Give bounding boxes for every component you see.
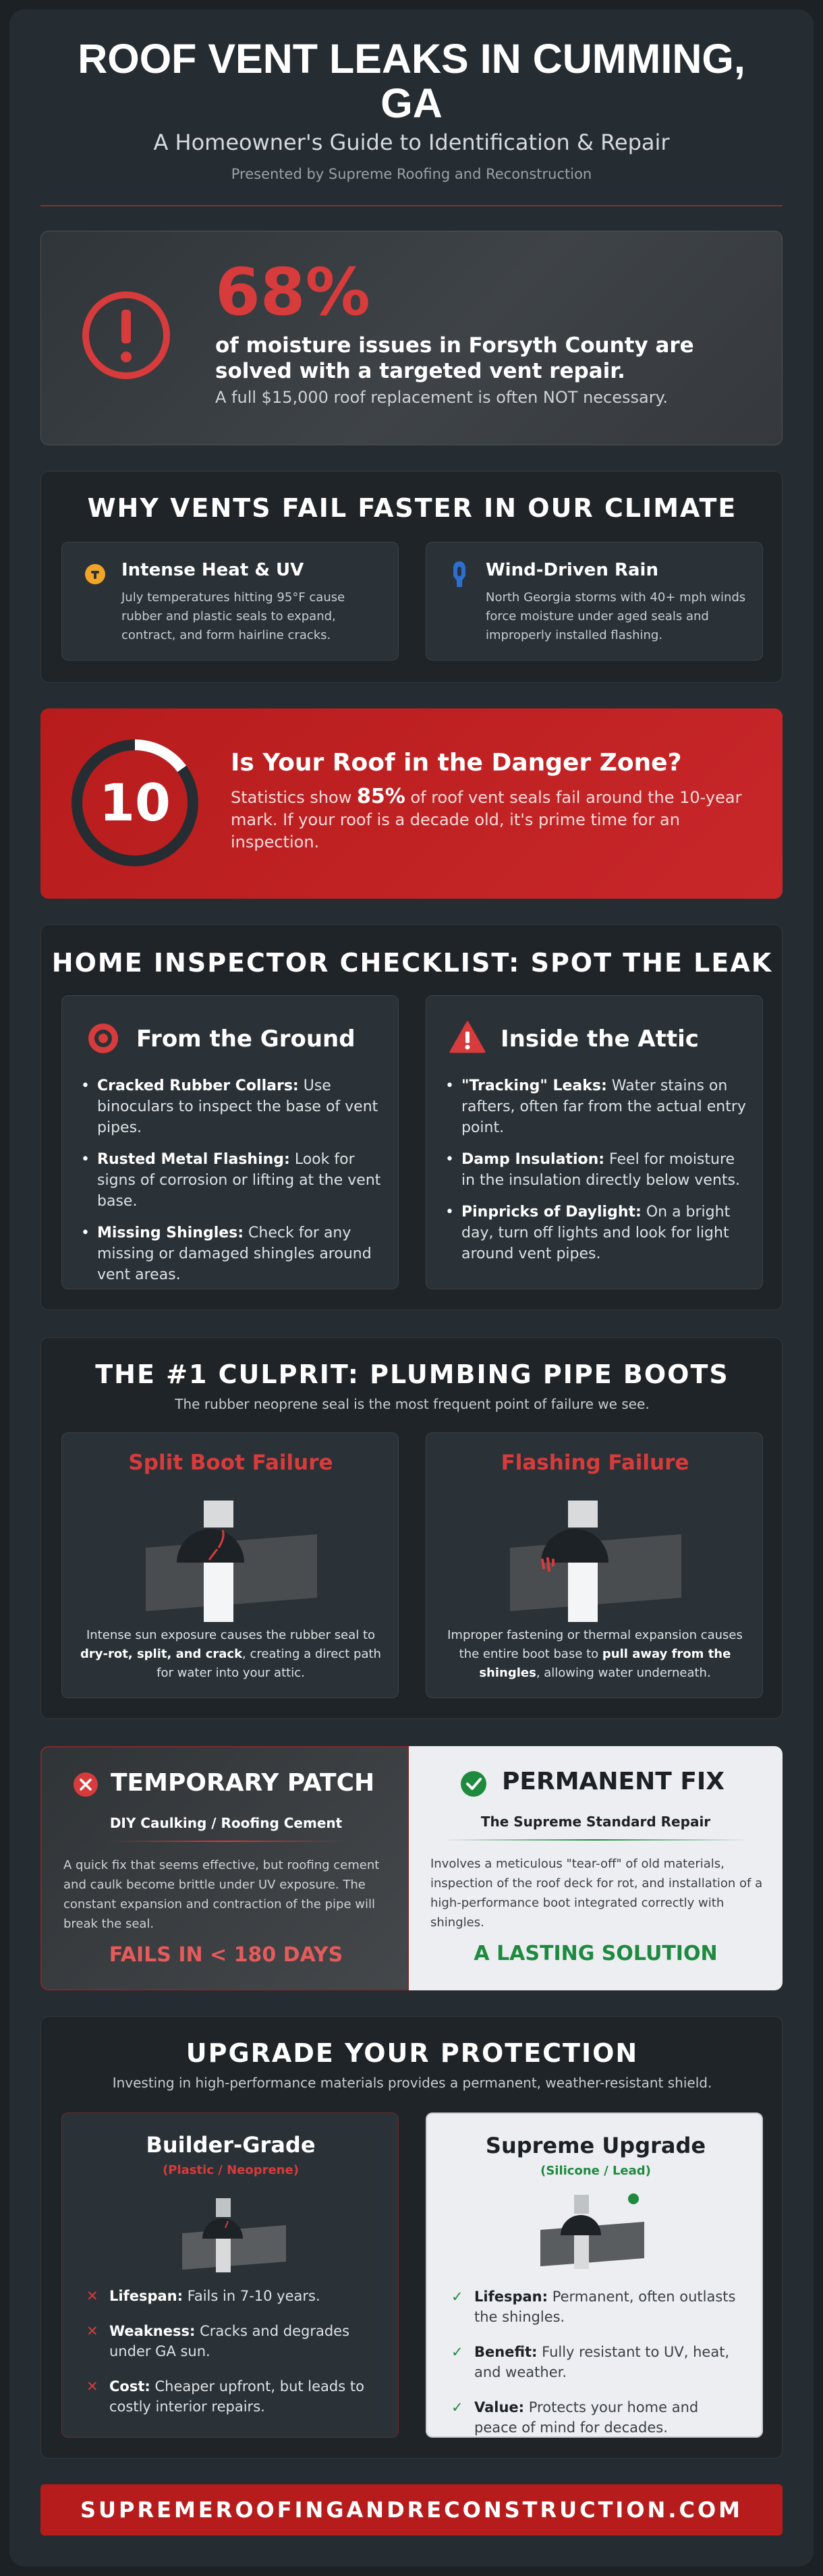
temporary-verdict: FAILS IN < 180 DAYS: [109, 1943, 343, 1967]
exclamation-circle-icon: [79, 288, 173, 383]
website-url-link[interactable]: SUPREMEROOFINGANDRECONSTRUCTION.COM: [40, 2484, 783, 2536]
climate-title: WHY VENTS FAIL FASTER IN OUR CLIMATE: [87, 493, 737, 523]
permanent-text: Involves a meticulous "tear-off" of old materials, inspection of the roof deck for rot, and installation of a high-performance boot integrated correctly with shingles.: [430, 1857, 763, 1930]
danger-number: 10: [99, 773, 171, 833]
checklist-section: [40, 924, 783, 1310]
page-subtitle: A Homeowner's Guide to Identification & Repair: [153, 130, 670, 155]
culprit-card-split: [61, 1432, 399, 1698]
climate-card-heat: [61, 542, 399, 661]
danger-zone-banner: [40, 708, 783, 899]
x-circle-icon: [73, 1772, 98, 1797]
stat-note: A full $15,000 roof replacement is often NOT necessary.: [215, 388, 668, 407]
builder-material: (Plastic / Neoprene): [163, 2163, 299, 2177]
permanent-verdict: A LASTING SOLUTION: [474, 1942, 718, 1965]
checklist-column-attic: [426, 995, 763, 1289]
supreme-feature-benefit: ✓ Benefit: Fully resistant to UV, heat, and weather.: [451, 2344, 730, 2380]
climate-heat-text: July temperatures hitting 95°F cause rubber and plastic seals to expand, contract, and form hairline cracks.: [121, 590, 345, 642]
climate-rain-text: North Georgia storms with 40+ mph winds force moisture under aged seals and improperly installed flashing.: [486, 590, 746, 642]
climate-rain-title: Wind-Driven Rain: [486, 560, 658, 580]
danger-title: Is Your Roof in the Danger Zone?: [231, 749, 682, 777]
builder-features: [86, 2286, 376, 2432]
supreme-feature-lifespan: ✓ Lifespan: Permanent, often outlasts the shingles.: [451, 2289, 736, 2325]
list-item: • Damp Insulation: Feel for moisture in the insulation directly below vents.: [441, 1149, 751, 1191]
list-item: • Cracked Rubber Collars: Use binoculars to inspect the base of vent pipes.: [77, 1075, 387, 1138]
checklist-title: HOME INSPECTOR CHECKLIST: SPOT THE LEAK: [51, 948, 773, 978]
supreme-title: Supreme Upgrade: [485, 2133, 706, 2158]
eye-target-icon: [86, 1021, 120, 1055]
danger-text-after: of roof vent seals fail around the 10-year mark. If your roof is a decade old, it's prime time for an inspection.: [231, 788, 742, 851]
warning-triangle-icon: [449, 1020, 486, 1054]
checklist-ground-title: From the Ground: [136, 1026, 356, 1053]
builder-boot-illustration: [177, 2198, 291, 2272]
culprit-title: THE #1 CULPRIT: PLUMBING PIPE BOOTS: [95, 1360, 729, 1389]
split-boot-illustration: [136, 1501, 325, 1622]
supreme-boot-illustration: [535, 2188, 663, 2269]
temporary-subtitle: DIY Caulking / Roofing Cement: [109, 1815, 343, 1831]
upgrade-title: UPGRADE YOUR PROTECTION: [186, 2038, 639, 2068]
culprit-split-text: Intense sun exposure causes the rubber seal to dry-rot, split, and crack, creating a direct path for water into your attic.: [80, 1628, 381, 1680]
culprit-split-title: Split Boot Failure: [128, 1451, 333, 1475]
infographic-page: [9, 9, 814, 2567]
danger-text: [231, 785, 757, 853]
supreme-material: (Silicone / Lead): [540, 2164, 651, 2178]
permanent-title: PERMANENT FIX: [502, 1768, 725, 1795]
permanent-fix-panel: [409, 1746, 783, 1990]
list-item: • Rusted Metal Flashing: Look for signs of corrosion or lifting at the vent base.: [77, 1149, 387, 1212]
sun-icon: [84, 563, 107, 586]
culprit-subtitle: The rubber neoprene seal is the most frequent point of failure we see.: [175, 1396, 650, 1412]
rain-drop-icon: [451, 560, 468, 590]
stat-value: 68%: [215, 254, 370, 330]
supreme-features: [451, 2287, 741, 2453]
presented-by: Presented by Supreme Roofing and Reconstruction: [231, 166, 592, 182]
culprit-card-flashing: [426, 1432, 763, 1698]
temporary-text: A quick fix that seems effective, but roofing cement and caulk become brittle under UV exposure. The constant expansion and contraction of the pipe will break the seal.: [63, 1858, 380, 1931]
climate-heat-title: Intense Heat & UV: [121, 560, 304, 580]
supreme-feature-value: ✓ Value: Protects your home and peace of mind for decades.: [451, 2399, 699, 2436]
checklist-column-ground: [61, 995, 399, 1289]
climate-section: [40, 471, 783, 683]
stat-headline: of moisture issues in Forsyth County are solved with a targeted vent repair.: [215, 333, 694, 383]
flashing-failure-illustration: [501, 1501, 689, 1622]
culprit-flashing-title: Flashing Failure: [501, 1451, 689, 1475]
page-title: ROOF VENT LEAKS IN CUMMING, GA: [78, 36, 745, 126]
culprit-section: [40, 1337, 783, 1719]
danger-highlight: 85%: [357, 785, 405, 808]
climate-card-rain: [426, 542, 763, 661]
list-item: • Missing Shingles: Check for any missing or damaged shingles around vent areas.: [77, 1223, 387, 1285]
header-divider: [40, 205, 783, 206]
checklist-ground-list: [77, 1075, 387, 1296]
checklist-attic-list: [441, 1075, 751, 1275]
builder-feature-lifespan: ✕ Lifespan: Fails in 7-10 years.: [86, 2288, 320, 2304]
danger-text-before: Statistics show: [231, 788, 357, 807]
upgrade-section: [40, 2016, 783, 2459]
upgrade-subtitle: Investing in high-performance materials provides a permanent, weather-resistant shield.: [112, 2075, 712, 2091]
supreme-upgrade-card: [426, 2112, 763, 2438]
list-item: • "Tracking" Leaks: Water stains on rafters, often far from the actual entry point.: [441, 1075, 751, 1138]
builder-grade-card: [61, 2112, 399, 2438]
culprit-flashing-text: Improper fastening or thermal expansion causes the entire boot base to pull away from the shingles, allowing water underneath.: [447, 1628, 743, 1680]
stat-card: [40, 231, 783, 445]
permanent-subtitle: The Supreme Standard Repair: [480, 1814, 711, 1830]
checklist-attic-title: Inside the Attic: [501, 1026, 699, 1053]
permanent-divider: [443, 1839, 749, 1841]
builder-feature-cost: ✕ Cost: Cheaper upfront, but leads to costly interior repairs.: [86, 2378, 364, 2415]
list-item: • Pinpricks of Daylight: On a bright day, turn off lights and look for light around vent pipes.: [441, 1202, 751, 1264]
temporary-patch-panel: [40, 1746, 409, 1990]
builder-title: Builder-Grade: [146, 2132, 316, 2158]
check-circle-icon: [460, 1770, 487, 1797]
temporary-divider: [107, 1841, 345, 1842]
temporary-title: TEMPORARY PATCH: [111, 1769, 375, 1797]
builder-feature-weakness: ✕ Weakness: Cracks and degrades under GA sun.: [86, 2323, 350, 2359]
